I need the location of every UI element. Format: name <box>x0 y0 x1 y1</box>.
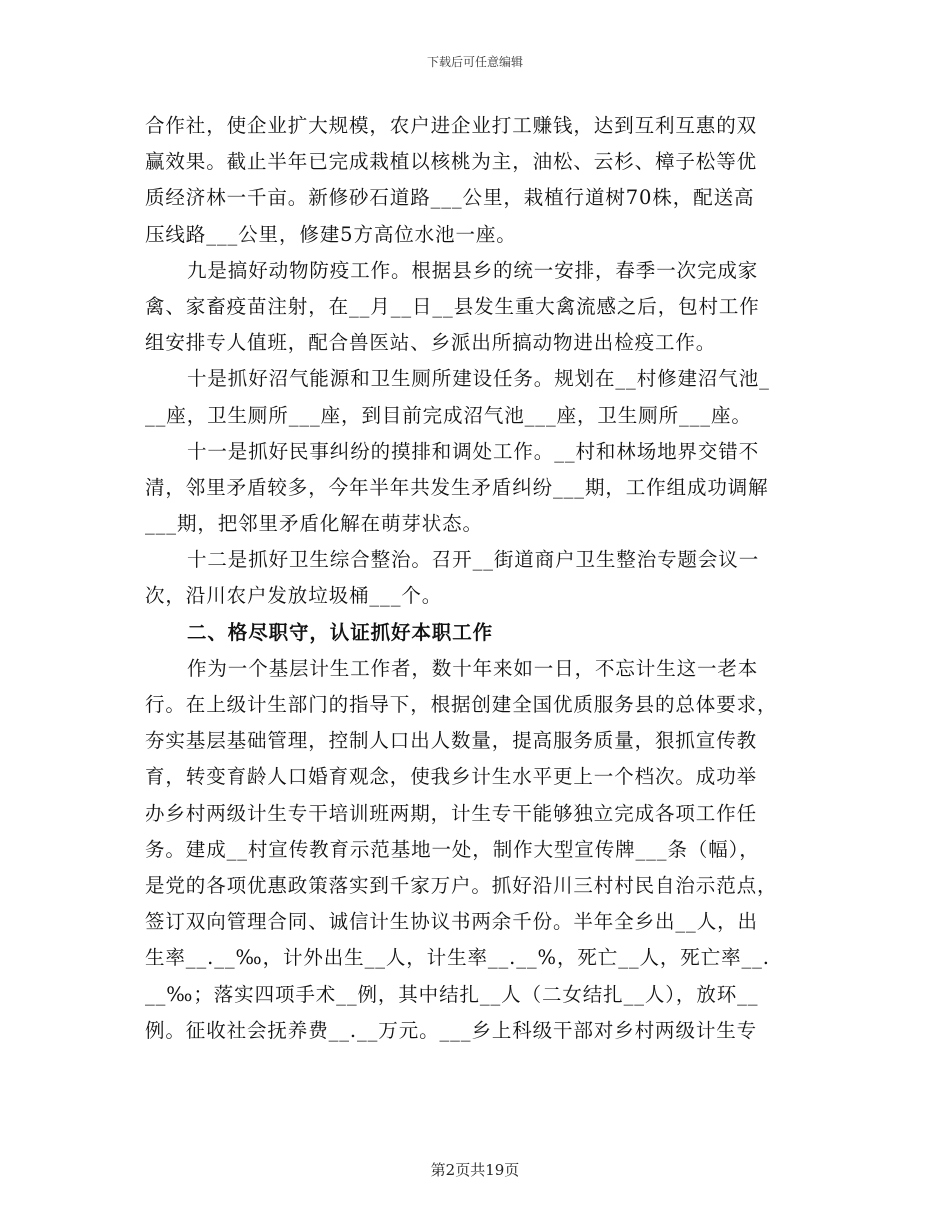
section-heading: 二、格尽职守，认证抓好本职工作 <box>187 620 494 644</box>
text-line: 务。建成__村宣传教育示范基地一处，制作大型宣传牌___条（幅）， <box>145 837 760 861</box>
page-header: 下载后可任意编辑 <box>426 55 523 69</box>
text-line: 组安排专人值班，配合兽医站、乡派出所搞动物进出检疫工作。 <box>145 331 717 355</box>
text-line: 行。在上级计生部门的指导下，根据创建全国优质服务县的总体要求， <box>145 693 778 716</box>
document-body <box>145 108 809 1049</box>
text-line: 十二是抓好卫生综合整治。召开__街道商户卫生整治专题会议一 <box>187 548 760 572</box>
text-line: 例。征收社会抚养费__.__万元。___乡上科级干部对乡村两级计生专 <box>145 1018 758 1042</box>
text-line: 清，邻里矛盾较多，今年半年共发生矛盾纠纷___期，工作组成功调解 <box>145 475 769 499</box>
text-line: 合作社，使企业扩大规模，农户进企业打工赚钱，达到互利互惠的双 <box>145 114 758 137</box>
text-line: 九是搞好动物防疫工作。根据县乡的统一安排，春季一次完成家 <box>187 258 759 282</box>
text-line: 育，转变育龄人口婚育观念，使我乡计生水平更上一个档次。成功举 <box>145 765 758 789</box>
text-line: 禽、家畜疫苗注射，在__月__日__县发生重大禽流感之后，包村工作 <box>145 294 760 318</box>
text-line: 赢效果。截止半年已完成栽植以核桃为主，油松、云杉、樟子松等优 <box>145 150 758 174</box>
text-line: 办乡村两级计生专干培训班两期，计生专干能够独立完成各项工作任 <box>145 801 758 825</box>
text-line: 生率__.__‰，计外出生__人，计生率__.__%，死亡__人，死亡率__. <box>145 946 770 970</box>
text-line: 次，沿川农户发放垃圾桶___个。 <box>145 584 443 608</box>
text-line: __‰；落实四项手术__例，其中结扎__人（二女结扎__人），放环__ <box>145 982 759 1006</box>
text-line: 夯实基层基础管理，控制人口出人数量，提高服务质量，狠抓宣传教 <box>145 729 758 753</box>
text-line: 十一是抓好民事纠纷的摸排和调处工作。__村和林场地界交错不 <box>187 439 760 463</box>
text-line: 是党的各项优惠政策落实到千家万户。抓好沿川三村村民自治示范点， <box>145 873 778 897</box>
text-line: __座，卫生厕所___座，到目前完成沼气池___座，卫生厕所___座。 <box>145 403 752 427</box>
text-line: 十是抓好沼气能源和卫生厕所建设任务。规划在__村修建沼气池_ <box>187 367 770 391</box>
text-line: ___期，把邻里矛盾化解在萌芽状态。 <box>145 512 483 536</box>
text-line: 压线路___公里，修建5方高位水池一座。 <box>145 222 517 246</box>
text-line: 作为一个基层计生工作者，数十年来如一日，不忘计生这一老本 <box>187 656 759 680</box>
text-line: 签订双向管理合同、诚信计生协议书两余千份。半年全乡出__人，出 <box>145 910 758 934</box>
page-footer: 第2页共19页 <box>430 1161 520 1179</box>
text-line: 质经济林一千亩。新修砂石道路___公里，栽植行道树70株，配送高 <box>145 186 755 210</box>
